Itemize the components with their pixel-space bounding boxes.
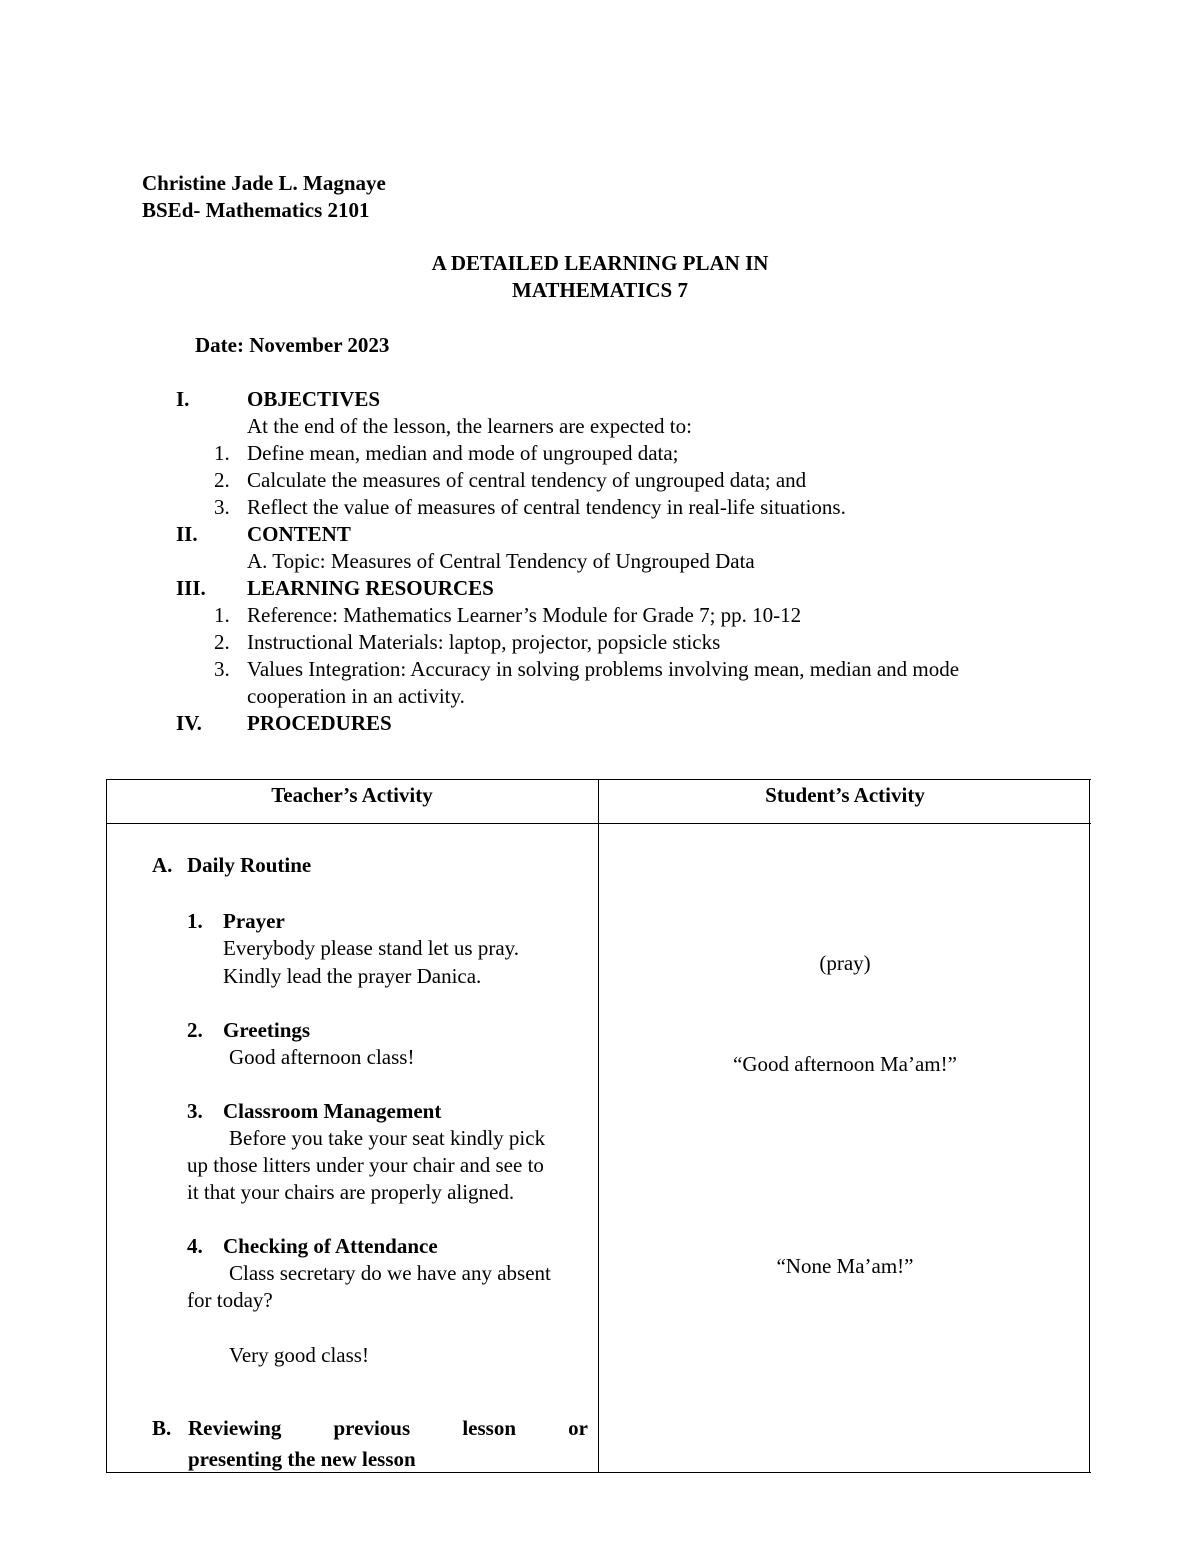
objective-item: Define mean, median and mode of ungrouped data; [247,441,679,465]
document-title-line1: A DETAILED LEARNING PLAN IN [431,251,769,275]
document-title-line2: MATHEMATICS 7 [512,278,688,302]
teacher-line: up those litters under your chair and see to [187,1153,544,1177]
objective-number: 1. [214,441,230,465]
routine-title-prayer: Prayer [223,909,285,933]
routine-number: 1. [187,909,203,933]
table-border-right [1089,779,1090,1473]
routine-number: 4. [187,1234,203,1258]
section-numeral-objectives: I. [176,387,190,411]
section-numeral-procedures: IV. [176,711,202,735]
step-title-review-line1 [188,1415,588,1442]
review-word: or [568,1416,588,1440]
objective-item: Calculate the measures of central tendency of ungrouped data; and [247,468,807,492]
routine-title-greetings: Greetings [223,1018,311,1042]
routine-title-attendance: Checking of Attendance [223,1234,438,1258]
table-header-teacher: Teacher’s Activity [271,783,433,807]
routine-number: 3. [187,1099,203,1123]
objective-number: 2. [214,468,230,492]
review-word: Reviewing [188,1416,282,1440]
resource-item-continuation: cooperation in an activity. [247,684,465,708]
step-title-review-line2: presenting the new lesson [188,1447,416,1471]
section-numeral-content: II. [176,522,198,546]
teacher-line: Very good class! [229,1343,369,1367]
table-border-left [106,779,107,1473]
review-word: previous [333,1416,411,1440]
section-heading-procedures: PROCEDURES [247,711,392,735]
resource-item: Reference: Mathematics Learner’s Module for Grade 7; pp. 10-12 [247,603,802,627]
teacher-line: Everybody please stand let us pray. [223,936,520,960]
student-response-prayer: (pray) [819,951,871,975]
resource-item: Instructional Materials: laptop, projector, popsicle sticks [247,630,721,654]
resource-number: 3. [214,657,230,681]
review-word: lesson [462,1416,516,1440]
teacher-line: Class secretary do we have any absent [229,1261,551,1285]
teacher-line: Kindly lead the prayer Danica. [223,964,482,988]
teacher-line: for today? [187,1288,273,1312]
student-response-greetings: “Good afternoon Ma’am!” [733,1052,957,1076]
resource-item: Values Integration: Accuracy in solving problems involving mean, median and mode [247,657,960,681]
section-heading-resources: LEARNING RESOURCES [247,576,494,600]
author-program: BSEd- Mathematics 2101 [142,198,370,222]
content-topic: A. Topic: Measures of Central Tendency of Ungrouped Data [247,549,755,573]
table-column-divider [598,779,599,1473]
teacher-line: Before you take your seat kindly pick [229,1126,546,1150]
section-heading-objectives: OBJECTIVES [247,387,381,411]
teacher-line: it that your chairs are properly aligned. [187,1180,515,1204]
routine-title-management: Classroom Management [223,1099,442,1123]
step-title-daily-routine: Daily Routine [187,853,312,877]
objectives-intro: At the end of the lesson, the learners are expected to: [247,414,692,438]
section-heading-content: CONTENT [247,522,351,546]
table-header-student: Student’s Activity [765,783,925,807]
objective-item: Reflect the value of measures of central tendency in real-life situations. [247,495,846,519]
section-numeral-resources: III. [176,576,206,600]
routine-number: 2. [187,1018,203,1042]
resource-number: 2. [214,630,230,654]
date: Date: November 2023 [195,333,390,357]
objective-number: 3. [214,495,230,519]
step-letter: A. [152,853,173,877]
step-letter: B. [152,1416,172,1440]
author-name: Christine Jade L. Magnaye [142,171,386,195]
student-response-attendance: “None Ma’am!” [776,1254,914,1278]
resource-number: 1. [214,603,230,627]
teacher-line: Good afternoon class! [229,1045,415,1069]
